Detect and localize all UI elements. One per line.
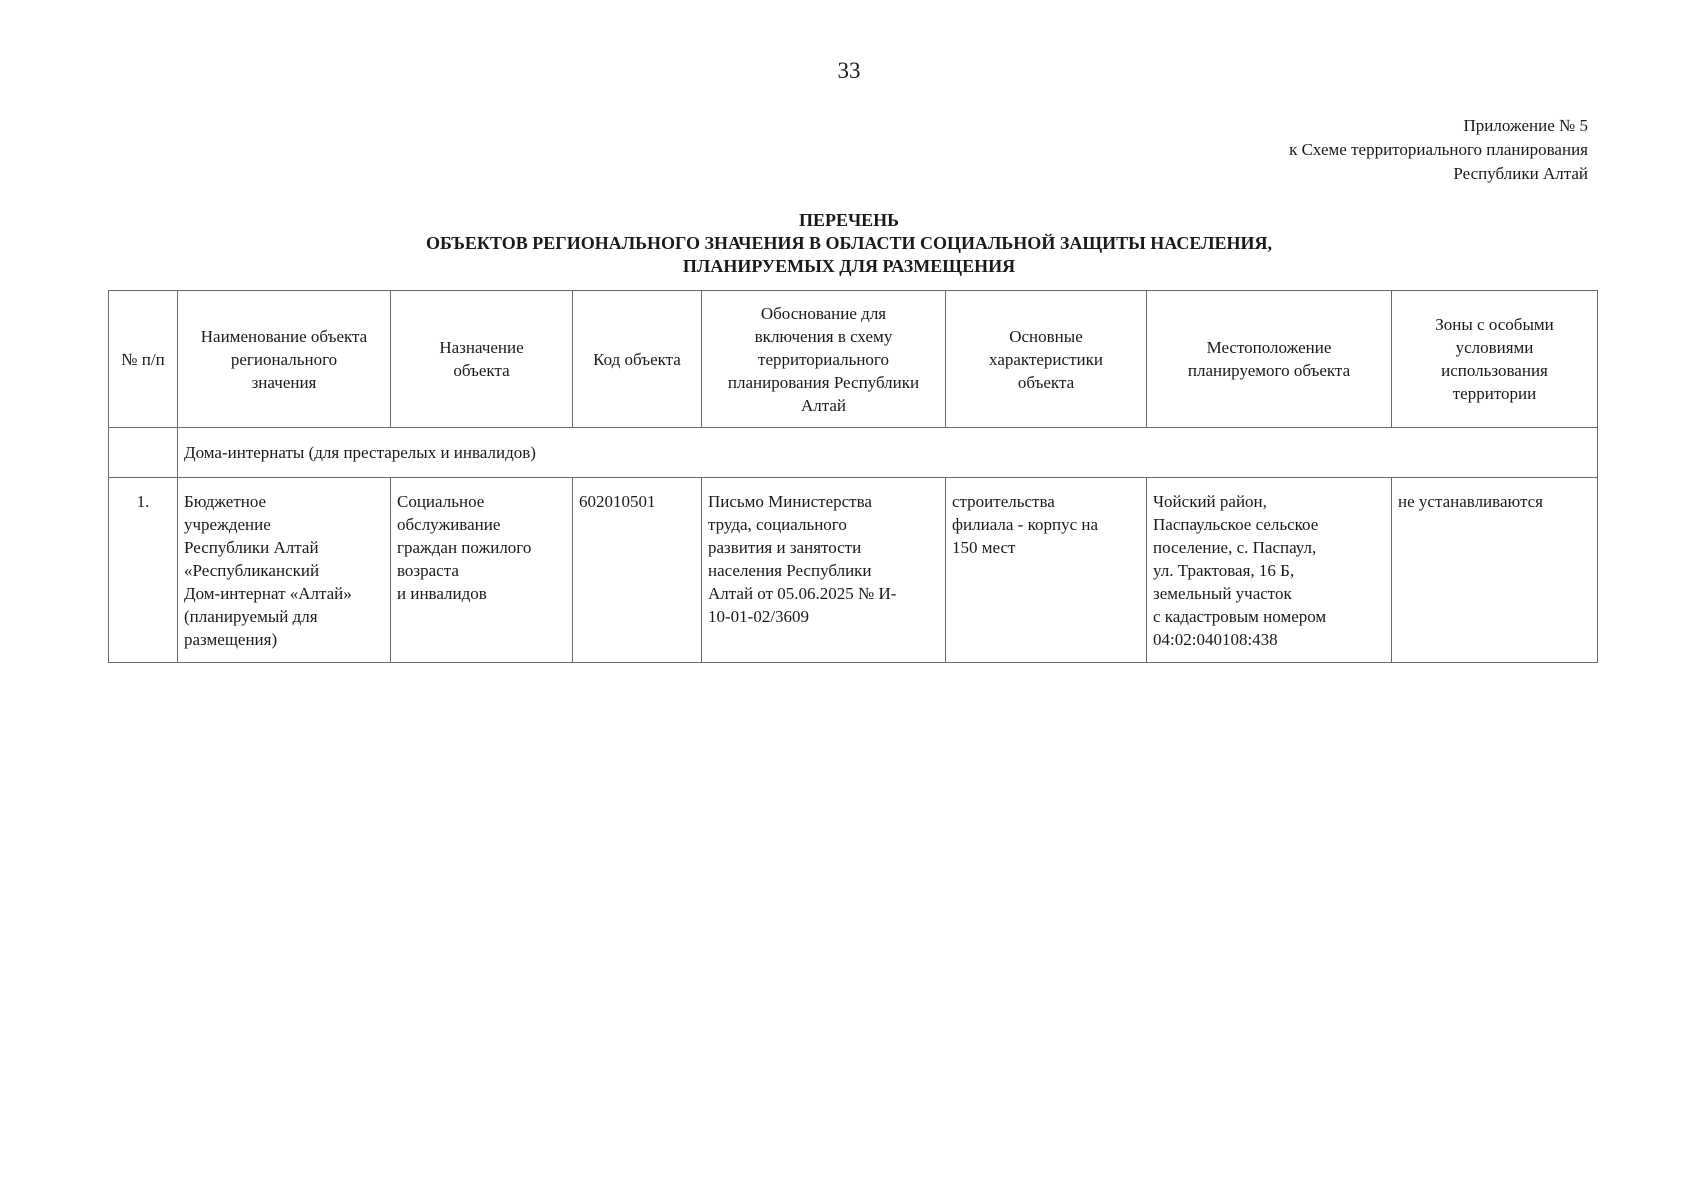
row-special-zones: не устанавливаются <box>1392 478 1598 663</box>
title-line: ОБЪЕКТОВ РЕГИОНАЛЬНОГО ЗНАЧЕНИЯ В ОБЛАСТИ СОЦИАЛЬНОЙ ЗАЩИТЫ НАСЕЛЕНИЯ, <box>425 233 1273 253</box>
title-line: ПЛАНИРУЕМЫХ ДЛЯ РАЗМЕЩЕНИЯ <box>682 256 1016 276</box>
group-number-cell <box>109 428 178 478</box>
row-characteristics: строительства филиала - корпус на 150 мест <box>946 478 1147 663</box>
header-object-code: Код объекта <box>573 291 702 428</box>
objects-table <box>108 290 1598 663</box>
header-purpose: Назначение объекта <box>391 291 573 428</box>
row-basis: Письмо Министерства труда, социального развития и занятости населения Республики Алтай от 05.06.2025 № И- 10-01-02/3609 <box>702 478 946 663</box>
row-object-code: 602010501 <box>573 478 702 663</box>
table-header-row <box>109 291 1598 428</box>
appendix-line: к Схеме территориального планирования <box>1289 140 1588 159</box>
header-number: № п/п <box>109 291 178 428</box>
header-characteristics: Основные характеристики объекта <box>946 291 1147 428</box>
row-object-name: Бюджетное учреждение Республики Алтай «Республиканский Дом-интернат «Алтай» (планируемый для размещения) <box>178 478 391 663</box>
header-basis: Обоснование для включения в схему территориального планирования Республики Алтай <box>702 291 946 428</box>
table-row <box>109 478 1598 663</box>
header-special-zones: Зоны с особыми условиями использования территории <box>1392 291 1598 428</box>
table-group-row <box>109 428 1598 478</box>
header-location: Местоположение планируемого объекта <box>1147 291 1392 428</box>
row-purpose: Социальное обслуживание граждан пожилого возраста и инвалидов <box>391 478 573 663</box>
header-object-name: Наименование объекта регионального значения <box>178 291 391 428</box>
row-location: Чойский район, Паспаульское сельское поселение, с. Паспаул, ул. Трактовая, 16 Б, земельный участок с кадастровым номером 04:02:040108:438 <box>1147 478 1392 663</box>
page-number: 33 <box>837 58 861 83</box>
title-line: ПЕРЕЧЕНЬ <box>798 210 900 230</box>
document-title <box>0 209 1698 278</box>
appendix-line: Приложение № 5 <box>1463 116 1588 135</box>
row-number: 1. <box>109 478 178 663</box>
group-label: Дома-интернаты (для престарелых и инвалидов) <box>178 428 1598 478</box>
appendix-line: Республики Алтай <box>1453 164 1588 183</box>
appendix-note <box>1289 114 1588 186</box>
